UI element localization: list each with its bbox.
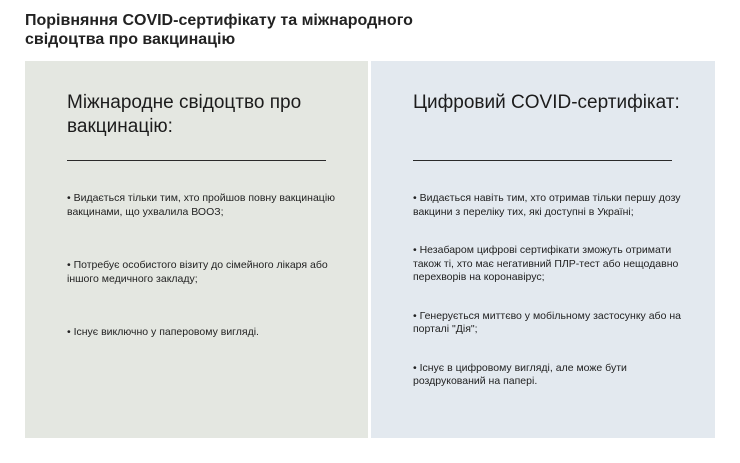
list-item: • Видається навіть тим, хто отримав тільки першу дозу вакцини з переліку тих, які доступні в Україні;: [413, 192, 681, 218]
page-title: Порівняння COVID-сертифікату та міжнародного свідоцтва про вакцинацію: [25, 12, 413, 48]
list-item: • Потребує особистого візиту до сімейного лікаря або іншого медичного закладу;: [67, 259, 328, 285]
list-item: • Генерується миттєво у мобільному застосунку або на порталі "Дія";: [413, 309, 681, 335]
list-item: • Видається тільки тим, хто пройшов повну вакцинацію вакцинами, що ухвалила ВООЗ;: [67, 192, 336, 218]
list-item: • Незабаром цифрові сертифікати зможуть отримати також ті, хто має негативний ПЛР-тест або нещодавно перехворів на коронавірус;: [413, 244, 679, 283]
digital-covid-certificate-panel: [371, 61, 715, 438]
digital-covid-certificate-list: [413, 192, 683, 414]
list-item: • Існує виключно у паперовому вигляді.: [67, 326, 259, 338]
international-certificate-panel: [25, 61, 368, 438]
list-item: • Існує в цифровому вигляді, але може бути роздрукований на папері.: [413, 361, 627, 387]
digital-covid-certificate-heading: Цифровий COVID-сертифікат:: [413, 92, 680, 113]
international-certificate-list: [67, 192, 337, 380]
international-certificate-heading: Міжнародне свідоцтво про вакцинацію:: [67, 92, 302, 137]
heading-divider: [67, 160, 326, 161]
heading-divider: [413, 160, 672, 161]
